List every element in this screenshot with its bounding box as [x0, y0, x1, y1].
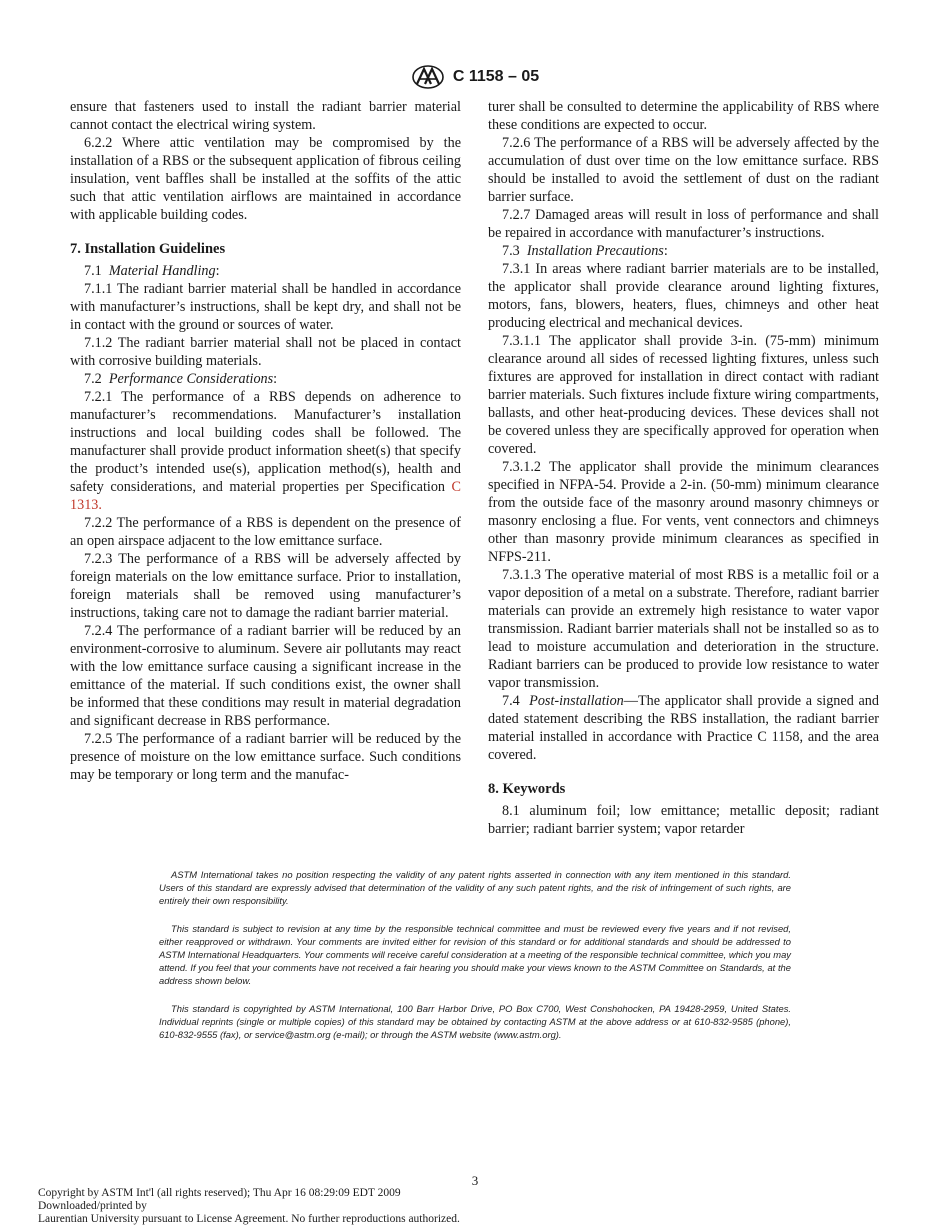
paragraph-7-3-1-2: 7.3.1.2 The applicator shall provide the minimum clearances specified in NFPA-54. Provide a 2-in. (50-mm) minimum clearance from the outside face of the masonry around masonry chimneys or masonry enclosing a flue. For vents, vent connectors and chimneys other than masonry provide minimum clearances as specified in NFPS-211.: [488, 459, 879, 565]
page-header: [0, 64, 950, 90]
astm-notices: [159, 868, 791, 1056]
astm-logo-icon: [411, 64, 445, 90]
paragraph-7-3-1-3: 7.3.1.3 The operative material of most RBS is a metallic foil or a vapor deposition of a metal on a substrate. Therefore, radiant barrier materials can provide an extremely high resistance to water vapor transmission. Radiant barrier materials shall not be installed so as to lead to moisture accumulation and deterioration in the structure. Radiant barriers can be produced to provide low resistance to water vapor transmission.: [488, 567, 879, 691]
left-column: [70, 98, 461, 784]
paragraph-7-1: [70, 262, 461, 280]
patent-notice: ASTM International takes no position respecting the validity of any patent rights asserted in connection with any item mentioned in this standard. Users of this standard are expressly advised that determination of the validity of any such patent rights, and the risk of infringement of such rights, are entirely their own responsibility.: [159, 869, 791, 906]
section-title: Material Handling: [108, 263, 216, 279]
paragraph-6-2-2: 6.2.2 Where attic ventilation may be compromised by the installation of a RBS or the subsequent application of fibrous ceiling insulation, vent baffles shall be installed at the soffits of the attic such that attic ventilation airflows are maintained in accordance with applicable building codes.: [70, 135, 461, 223]
paragraph-7-3-1: 7.3.1 In areas where radiant barrier materials are to be installed, the applicator shall provide clearance around lighting fixtures, motors, fans, blowers, heaters, flues, chimneys and other heat producing electrical and mechanical devices.: [488, 261, 879, 331]
paragraph-7-3: [488, 242, 879, 260]
paragraph-7-2-2: 7.2.2 The performance of a RBS is dependent on the presence of an open airspace adjacent to the low emittance surface.: [70, 515, 461, 549]
download-footer: [38, 1187, 460, 1226]
paragraph-7-3-1-1: 7.3.1.1 The applicator shall provide 3-in. (75-mm) minimum clearance around all sides of recessed lighting fixtures, unless such fixtures are approved for installation in direct contact with radiant barrier materials. Such fixtures include fixture wiring compartments, ballasts, and other heat-producing devices. These devices shall not be covered unless they are specifically approved for operation when covered.: [488, 333, 879, 457]
section-number: 7.1: [84, 263, 102, 279]
paragraph-7-2-5-continued: turer shall be consulted to determine the applicability of RBS where these conditions are expected to occur.: [488, 99, 879, 133]
copyright-notice: This standard is copyrighted by ASTM International, 100 Barr Harbor Drive, PO Box C700, West Conshohocken, PA 19428-2959, United States. Individual reprints (single or multiple copies) of this standard may be obtained by contacting ASTM at the above address or at 610-832-9585 (phone), 610-832-9555 (fax), or service@astm.org (e-mail); or through the ASTM website (www.astm.org).: [159, 1003, 791, 1040]
section-number: 7.4: [502, 693, 520, 709]
footer-line: Downloaded/printed by: [38, 1200, 147, 1212]
section-heading-8: 8. Keywords: [488, 781, 566, 797]
paragraph-7-2-7: 7.2.7 Damaged areas will result in loss of performance and shall be repaired in accordance with manufacturer’s instructions.: [488, 207, 879, 241]
paragraph-7-4: [488, 692, 879, 764]
revision-notice: This standard is subject to revision at any time by the responsible technical committee and must be reviewed every five years and if not revised, either reapproved or withdrawn. Your comments are invited either for revision of this standard or for additional standards and should be addressed to ASTM International Headquarters. Your comments will receive careful consideration at a meeting of the responsible technical committee, which you may attend. If you feel that your comments have not received a fair hearing you should make your views known to the ASTM Committee on Standards, at the address shown below.: [159, 923, 791, 986]
specification-c1313-link[interactable]: C 1313.: [70, 479, 461, 513]
paragraph-7-2-4: 7.2.4 The performance of a radiant barrier will be reduced by an environment-corrosive to aluminum. Severe air pollutants may react with the low emittance surface causing a significant increase in the emittance of the material. If such conditions exist, the owner shall be informed that these conditions may result in material degradation and significant decrease in RBS performance.: [70, 623, 461, 729]
right-column: [488, 98, 879, 838]
paragraph-text: —The applicator shall provide a signed and dated statement describing the RBS installation, the radiant barrier material installed in accordance with Practice C 1158, and the area covered.: [488, 693, 879, 763]
paragraph-7-1-2: 7.1.2 The radiant barrier material shall not be placed in contact with corrosive building materials.: [70, 335, 461, 369]
colon: :: [663, 243, 668, 259]
paragraph-7-2-3: 7.2.3 The performance of a RBS will be adversely affected by foreign materials on the low emittance surface. Prior to installation, foreign materials shall be removed using manufacturer’s instructions, taking care not to damage the radiant barrier material.: [70, 551, 461, 621]
document-id: C 1158 – 05: [452, 68, 540, 85]
section-title: Performance Considerations: [108, 371, 274, 387]
colon: :: [273, 371, 278, 387]
paragraph-8-1: 8.1 aluminum foil; low emittance; metallic deposit; radiant barrier; radiant barrier system; vapor retarder: [488, 803, 879, 837]
paragraph-6-2-1-continued: ensure that fasteners used to install the radiant barrier material cannot contact the electrical wiring system.: [70, 99, 461, 133]
section-title: Post-installation: [529, 693, 624, 709]
paragraph-7-2-5: 7.2.5 The performance of a radiant barrier will be reduced by the presence of moisture on the low emittance surface. Such conditions may be temporary or long term and the manufac-: [70, 731, 461, 783]
section-number: 7.3: [502, 243, 520, 259]
page-number: 3: [471, 1173, 479, 1188]
paragraph-7-1-1: 7.1.1 The radiant barrier material shall be handled in accordance with manufacturer’s instructions, shall be kept dry, and shall not be in contact with the ground or sources of water.: [70, 281, 461, 333]
paragraph-7-2-1: [70, 388, 461, 514]
colon: :: [215, 263, 220, 279]
footer-line: Laurentian University pursuant to License Agreement. No further reproductions authorized.: [38, 1213, 460, 1225]
section-number: 7.2: [84, 371, 102, 387]
paragraph-text: 7.2.1 The performance of a RBS depends on adherence to manufacturer’s recommendations. Manufacturer’s installation instructions and local building codes shall be followed. The manufacturer shall provide product information sheet(s) that specify the product’s intended use(s), application method(s), health and safety considerations, and material properties per Specification: [70, 389, 461, 495]
paragraph-7-2: [70, 370, 461, 388]
section-title: Installation Precautions: [526, 243, 664, 259]
footer-line: Copyright by ASTM Int'l (all rights reserved); Thu Apr 16 08:29:09 EDT 2009: [38, 1187, 401, 1199]
paragraph-7-2-6: 7.2.6 The performance of a RBS will be adversely affected by the accumulation of dust over time on the low emittance surface. RBS should be installed to avoid the settlement of dust on the radiant barrier surface.: [488, 135, 879, 205]
section-heading-7: 7. Installation Guidelines: [70, 241, 226, 257]
